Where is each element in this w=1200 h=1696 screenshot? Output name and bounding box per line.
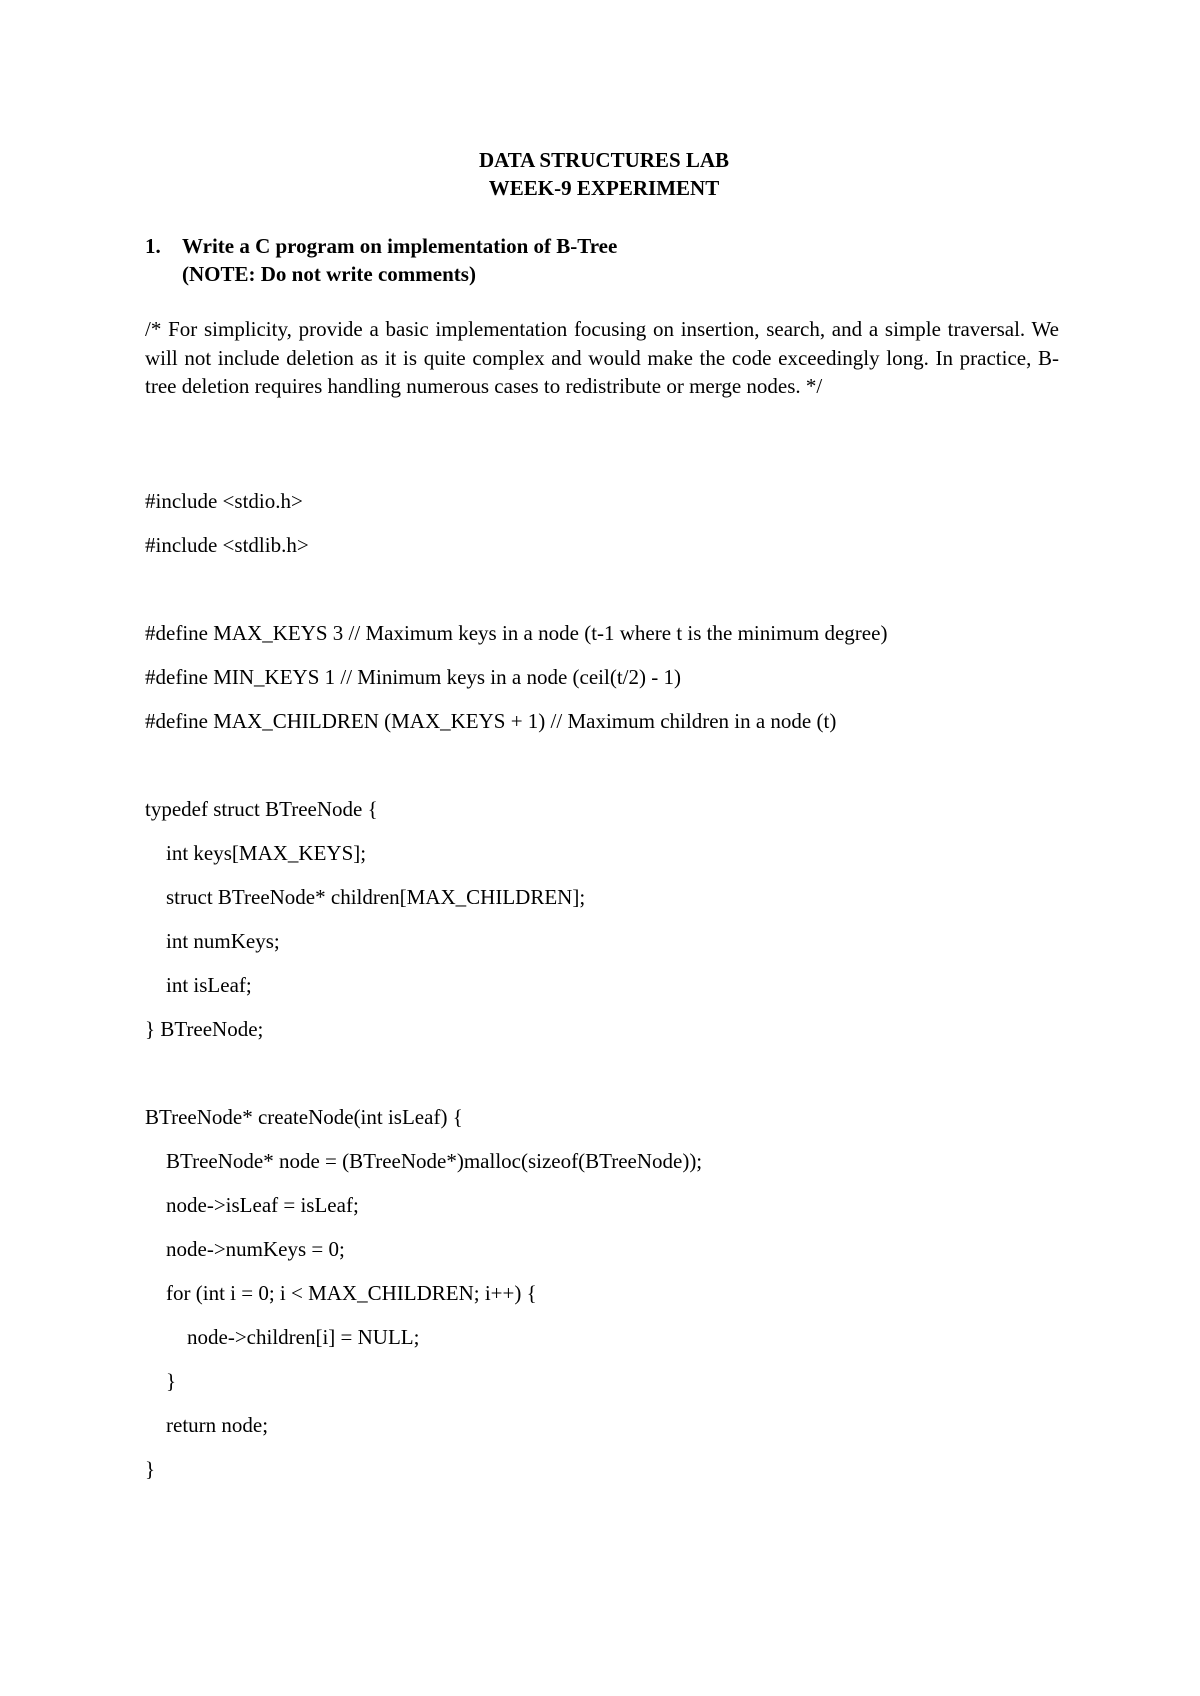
document-subtitle: WEEK-9 EXPERIMENT — [488, 176, 720, 200]
document-title: DATA STRUCTURES LAB — [478, 148, 730, 172]
code-line: BTreeNode* node = (BTreeNode*)malloc(sizeof(BTreeNode)); — [145, 1149, 703, 1173]
code-line: } BTreeNode; — [145, 1017, 264, 1041]
code-line: int keys[MAX_KEYS]; — [145, 841, 367, 865]
code-line: for (int i = 0; i < MAX_CHILDREN; i++) { — [145, 1281, 537, 1305]
code-line: } — [145, 1457, 156, 1481]
question-number: 1. — [145, 234, 161, 258]
code-line: #include <stdio.h> — [145, 489, 303, 513]
code-line: #define MIN_KEYS 1 // Minimum keys in a node (ceil(t/2) - 1) — [145, 665, 681, 689]
code-line: #include <stdlib.h> — [145, 533, 309, 557]
code-line: typedef struct BTreeNode { — [145, 797, 378, 821]
code-line: #define MAX_CHILDREN (MAX_KEYS + 1) // Maximum children in a node (t) — [145, 709, 837, 733]
code-line: node->isLeaf = isLeaf; — [145, 1193, 359, 1217]
code-line: #define MAX_KEYS 3 // Maximum keys in a node (t-1 where t is the minimum degree) — [145, 621, 888, 645]
question-note: (NOTE: Do not write comments) — [182, 262, 476, 286]
code-line: node->children[i] = NULL; — [145, 1325, 420, 1349]
code-line: int numKeys; — [145, 929, 280, 953]
code-line: node->numKeys = 0; — [145, 1237, 345, 1261]
code-line: return node; — [145, 1413, 269, 1437]
code-line: BTreeNode* createNode(int isLeaf) { — [145, 1105, 463, 1129]
question-text: Write a C program on implementation of B-Tree — [182, 234, 618, 258]
code-line: struct BTreeNode* children[MAX_CHILDREN]; — [145, 885, 586, 909]
code-line: int isLeaf; — [145, 973, 252, 997]
code-line: } — [145, 1369, 177, 1393]
intro-comment: /* For simplicity, provide a basic implementation focusing on insertion, search, and a simple traversal. We will not include deletion as it is quite complex and would make the code exceedingly long. In practice, B-tree deletion requires handling numerous cases to redistribute or merge nodes. */ — [145, 317, 1059, 398]
